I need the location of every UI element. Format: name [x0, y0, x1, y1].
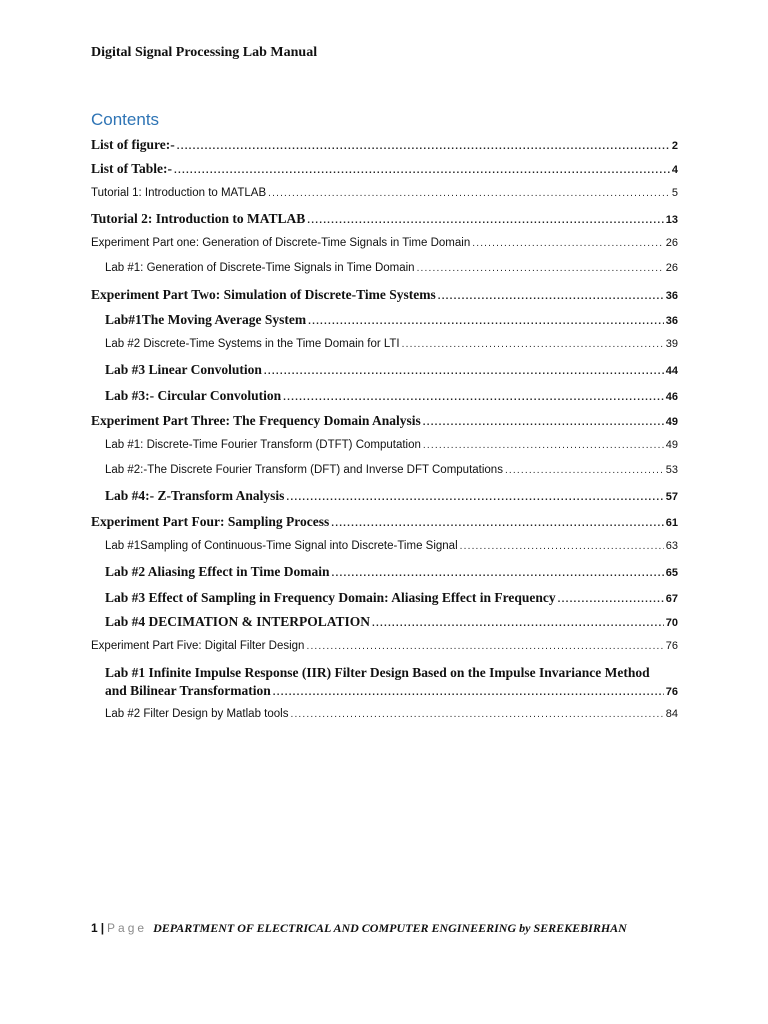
toc-leader-dots	[290, 709, 663, 720]
toc-leader-dots	[438, 291, 664, 302]
toc-leader-dots	[460, 541, 664, 552]
toc-entry-page: 49	[665, 416, 678, 428]
toc-entry-label: Lab #4:- Z-Transform Analysis	[105, 488, 285, 503]
toc-entry-part-four-lab-3[interactable]	[105, 590, 678, 606]
toc-leader-dots	[423, 417, 664, 428]
footer-department: DEPARTMENT OF ELECTRICAL AND COMPUTER ENGINEERING by SEREKEBIRHAN	[153, 921, 627, 935]
toc-leader-dots	[308, 316, 664, 327]
toc-entry-experiment-part-five[interactable]	[91, 640, 678, 652]
toc-entry-label: Lab #2:-The Discrete Fourier Transform (DFT) and Inverse DFT Computations	[105, 464, 503, 476]
toc-entry-experiment-part-one[interactable]	[91, 237, 678, 249]
toc-entry-label: Lab #3:- Circular Convolution	[105, 388, 282, 403]
toc-entry-label: Experiment Part one: Generation of Discrete-Time Signals in Time Domain	[91, 237, 471, 249]
toc-entry-part-two-lab-1[interactable]	[105, 312, 678, 328]
toc-leader-dots	[273, 687, 664, 698]
toc-entry-label: Lab #1: Generation of Discrete-Time Signals in Time Domain	[105, 262, 415, 274]
toc-entry-label: List of Table:-	[91, 161, 173, 176]
toc-entry-part-four-lab-2[interactable]	[105, 564, 678, 580]
toc-entry-part-five-lab-1-line1[interactable]: Lab #1 Infinite Impulse Response (IIR) Filter Design Based on the Impulse Invariance Method	[105, 665, 650, 680]
toc-entry-part-two-lab-3-circular[interactable]	[105, 388, 678, 404]
toc-entry-page: 61	[665, 517, 678, 529]
toc-leader-dots	[472, 238, 664, 249]
toc-entry-page: 26	[665, 262, 678, 274]
toc-entry-page: 26	[665, 237, 678, 249]
toc-entry-label: Lab #2 Filter Design by Matlab tools	[105, 708, 289, 720]
toc-entry-page: 70	[665, 617, 678, 629]
toc-entry-label: Lab #3 Linear Convolution	[105, 362, 262, 377]
toc-entry-label: Lab #3 Effect of Sampling in Frequency Domain: Aliasing Effect in Frequency	[105, 590, 556, 605]
toc-entry-page: 44	[665, 365, 678, 377]
toc-entry-part-two-lab-2[interactable]	[105, 338, 678, 350]
toc-entry-experiment-part-four[interactable]	[91, 514, 678, 530]
toc-leader-dots	[286, 492, 663, 503]
toc-entry-page: 39	[665, 338, 678, 350]
toc-leader-dots	[174, 165, 670, 176]
toc-entry-part-three-lab-2[interactable]	[105, 464, 678, 476]
toc-entry-part-five-lab-1[interactable]	[105, 683, 678, 699]
toc-entry-page: 36	[665, 315, 678, 327]
toc-entry-tutorial-1[interactable]	[91, 187, 678, 199]
footer-page-number: 1	[91, 921, 98, 935]
toc-entry-label: Lab #1: Discrete-Time Fourier Transform (DTFT) Computation	[105, 439, 421, 451]
toc-entry-list-of-figure[interactable]	[91, 137, 678, 153]
toc-leader-dots	[306, 641, 663, 652]
toc-entry-page: 49	[665, 439, 678, 451]
toc-entry-experiment-part-three[interactable]	[91, 413, 678, 429]
toc-entry-label: Lab #2 Discrete-Time Systems in the Time Domain for LTI	[105, 338, 400, 350]
toc-entry-page: 36	[665, 290, 678, 302]
toc-leader-dots	[417, 263, 664, 274]
footer-separator: |	[100, 921, 105, 935]
toc-entry-tutorial-2[interactable]	[91, 211, 678, 227]
toc-entry-label: Experiment Part Three: The Frequency Domain Analysis	[91, 413, 421, 428]
toc-entry-page: 2	[671, 140, 678, 152]
footer-page-word: Page	[107, 921, 148, 935]
toc-entry-label: List of figure:-	[91, 137, 175, 152]
toc-entry-page: 13	[665, 214, 678, 226]
toc-entry-list-of-table[interactable]	[91, 161, 678, 177]
toc-entry-label: Tutorial 1: Introduction to MATLAB	[91, 187, 267, 199]
toc-entry-label: Experiment Part Five: Digital Filter Design	[91, 640, 305, 652]
toc-entry-label: Lab #1Sampling of Continuous-Time Signal into Discrete-Time Signal	[105, 540, 458, 552]
toc-entry-label: Experiment Part Two: Simulation of Discrete-Time Systems	[91, 287, 436, 302]
toc-entry-label: Lab#1The Moving Average System	[105, 312, 307, 327]
toc-leader-dots	[402, 339, 664, 350]
toc-entry-part-one-lab-1[interactable]	[105, 262, 678, 274]
toc-leader-dots	[372, 618, 664, 629]
toc-entry-page: 53	[665, 464, 678, 476]
toc-leader-dots	[177, 141, 670, 152]
toc-entry-part-two-lab-3-linear[interactable]	[105, 362, 678, 378]
page-footer	[91, 921, 627, 936]
toc-leader-dots	[331, 518, 664, 529]
toc-leader-dots	[423, 440, 664, 451]
toc-leader-dots	[332, 568, 664, 579]
toc-entry-part-four-lab-1[interactable]	[105, 540, 678, 552]
toc-entry-label: Experiment Part Four: Sampling Process	[91, 514, 330, 529]
toc-leader-dots	[268, 188, 670, 199]
toc-entry-label: and Bilinear Transformation	[105, 683, 271, 698]
document-header: Digital Signal Processing Lab Manual	[91, 45, 318, 60]
toc-entry-part-three-lab-1[interactable]	[105, 439, 678, 451]
toc-leader-dots	[505, 465, 664, 476]
toc-entry-label: Lab #2 Aliasing Effect in Time Domain	[105, 564, 330, 579]
toc-entry-label: Tutorial 2: Introduction to MATLAB	[91, 211, 306, 226]
toc-entry-page: 63	[665, 540, 678, 552]
toc-entry-experiment-part-two[interactable]	[91, 287, 678, 303]
toc-entry-part-five-lab-2[interactable]	[105, 708, 678, 720]
toc-entry-page: 67	[665, 593, 678, 605]
toc-entry-page: 76	[665, 640, 678, 652]
toc-entry-page: 46	[665, 391, 678, 403]
toc-leader-dots	[307, 215, 663, 226]
toc-entry-page: 84	[665, 708, 678, 720]
toc-leader-dots	[283, 392, 664, 403]
toc-entry-page: 57	[665, 491, 678, 503]
toc-leader-dots	[558, 594, 664, 605]
toc-entry-part-four-lab-4[interactable]	[105, 614, 678, 630]
toc-entry-page: 65	[665, 567, 678, 579]
toc-entry-page: 76	[665, 686, 678, 698]
toc-entry-part-three-lab-4[interactable]	[105, 488, 678, 504]
contents-heading: Contents	[91, 110, 160, 129]
toc-leader-dots	[264, 366, 664, 377]
toc-entry-page: 5	[671, 187, 678, 199]
toc-entry-page: 4	[671, 164, 678, 176]
toc-entry-label: Lab #4 DECIMATION & INTERPOLATION	[105, 614, 371, 629]
